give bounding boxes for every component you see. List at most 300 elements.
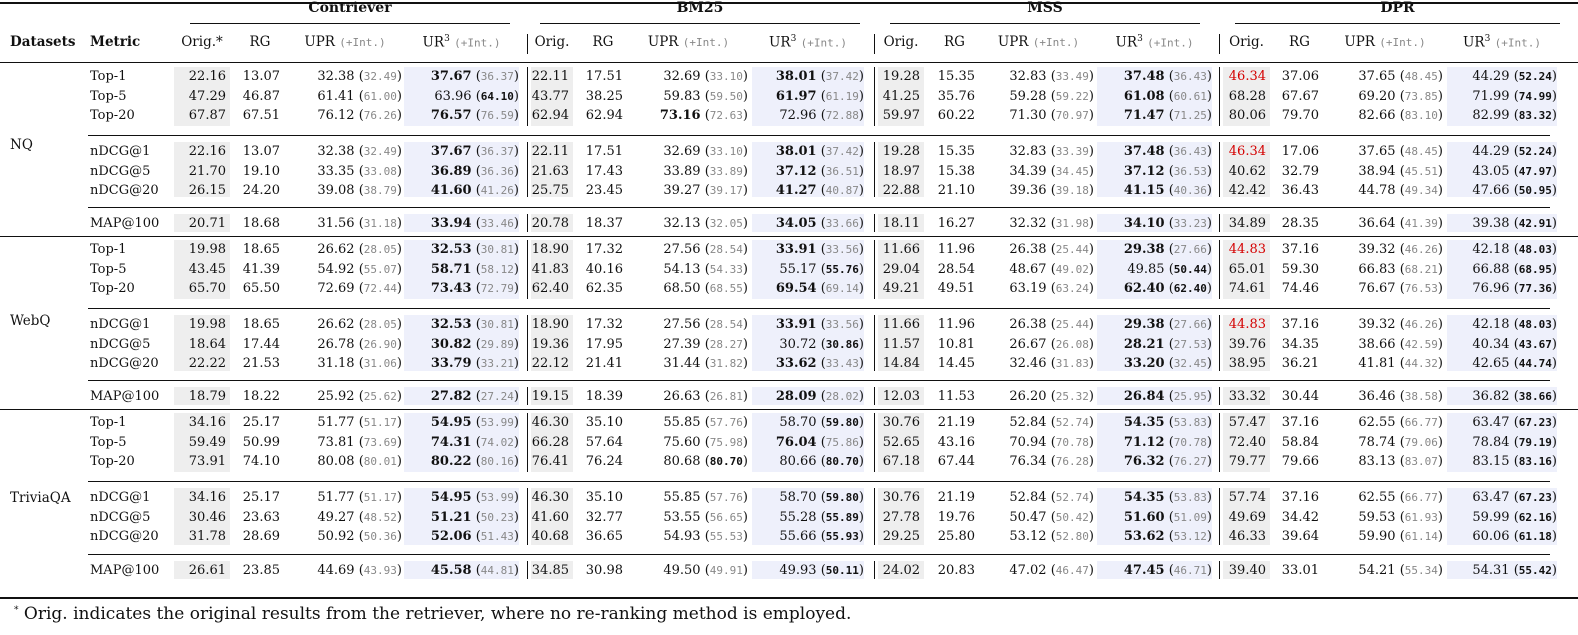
rg-number: 35.10 — [585, 415, 623, 430]
block-separator — [527, 387, 528, 405]
ur3-value: 63.47 (67.23) — [1472, 490, 1557, 505]
upr-number: 80.08 — [317, 454, 355, 470]
upr-number: 49.50 — [663, 563, 701, 578]
rg-value — [1276, 434, 1319, 452]
rg-number: 50.99 — [242, 434, 280, 450]
metric-label: Top-1 — [90, 415, 127, 430]
upr-value: 76.34 (76.28) — [1009, 454, 1094, 470]
orig-number: 44.83 — [1228, 317, 1266, 332]
upr-number: 71.30 — [1009, 108, 1047, 124]
ur3-value: 49.85 (50.44) — [1127, 261, 1212, 277]
ur3-number: 49.93 — [779, 563, 817, 578]
ur3-number: 80.66 — [779, 454, 817, 470]
upr-number: 52.84 — [1009, 490, 1047, 505]
ur3-number: 37.48 — [1123, 69, 1165, 84]
upr-number: 78.74 — [1358, 434, 1396, 450]
ur3-int-number: 52.24 — [1518, 145, 1552, 158]
block-separator — [1219, 67, 1220, 126]
ur3-int-number: 69.14 — [825, 282, 859, 296]
upr-value: 36.64 (41.39) — [1358, 216, 1443, 231]
ur3-int-number: 55.89 — [825, 510, 859, 524]
rg-value — [930, 107, 975, 125]
ur3-value: 29.38 (27.66) — [1123, 317, 1212, 332]
upr-value: 66.83 (68.21) — [1358, 261, 1443, 277]
group-rule — [88, 308, 1550, 309]
block-separator — [1219, 142, 1220, 197]
ur3-number: 80.22 — [430, 454, 472, 470]
orig-number: 19.28 — [882, 144, 920, 159]
ur3-number: 82.99 — [1472, 108, 1510, 124]
ur3-int-number: 83.32 — [1518, 109, 1552, 123]
upr-value: 52.84 (52.74) — [1009, 415, 1094, 430]
orig-value — [529, 215, 569, 233]
upr-int-number: 44.32 — [1404, 357, 1438, 371]
upr-int-number: 31.83 — [1055, 357, 1089, 371]
orig-value — [172, 316, 226, 334]
ur3-value: 63.96 (64.10) — [434, 88, 519, 104]
rg-number: 25.17 — [242, 415, 280, 430]
ur3-number: 45.58 — [430, 563, 472, 578]
orig-number: 46.33 — [1228, 529, 1266, 545]
ur3-number: 76.04 — [775, 434, 817, 450]
ur3-int-number: 38.66 — [1518, 390, 1552, 403]
upr-label: UPR — [1344, 34, 1375, 50]
orig-number: 79.77 — [1228, 454, 1266, 470]
metric-label: MAP@100 — [90, 563, 160, 578]
block-separator — [527, 67, 528, 126]
ur3-value: 58.70 (59.80) — [779, 490, 864, 505]
ur3-value: 58.70 (59.80) — [779, 415, 864, 430]
ur3-value: 27.82 (27.24) — [430, 389, 519, 404]
ur-superscript: 3 — [1137, 34, 1143, 44]
ur3-value: 38.01 (37.42) — [775, 69, 864, 84]
upr-number: 36.64 — [1358, 216, 1396, 231]
rg-value — [930, 241, 975, 259]
ur3-int-number: 72.88 — [825, 109, 859, 123]
ur3-value: 32.53 (30.81) — [430, 317, 519, 332]
rg-value — [236, 489, 280, 507]
upr-value: 39.08 (38.79) — [317, 183, 402, 199]
orig-value — [876, 528, 920, 546]
ur3-value: 29.38 (27.66) — [1123, 242, 1212, 257]
upr-int-number: 50.42 — [1055, 510, 1089, 524]
rg-number: 37.16 — [1281, 317, 1319, 332]
upr-int-number: 61.14 — [1404, 530, 1438, 544]
ur3-int-number: 29.89 — [480, 337, 514, 351]
upr-value: 59.28 (59.22) — [1009, 88, 1094, 104]
upr-int-number: 70.78 — [1055, 435, 1089, 449]
rg-value — [930, 336, 975, 354]
rg-value — [579, 528, 623, 546]
rg-number: 41.39 — [242, 261, 280, 277]
rg-number: 18.65 — [242, 317, 280, 332]
rg-number: 36.43 — [1281, 183, 1319, 199]
upr-value: 72.69 (72.44) — [317, 281, 402, 297]
ur3-value: 33.91 (33.56) — [775, 242, 864, 257]
orig-number: 18.90 — [531, 242, 569, 257]
upr-value: 73.16 (72.63) — [659, 108, 748, 124]
ur3-value: 62.40 (62.40) — [1123, 281, 1212, 297]
upr-number: 75.60 — [663, 434, 701, 450]
upr-int-number: 25.44 — [1055, 243, 1089, 256]
col-ur3-2 — [1097, 34, 1212, 51]
ur3-value: 33.79 (33.21) — [430, 356, 519, 372]
upr-int-number: 46.26 — [1404, 243, 1438, 256]
rg-number: 17.32 — [585, 317, 623, 332]
rg-value — [579, 215, 623, 233]
upr-int-number: 61.00 — [363, 89, 397, 103]
col-orig-3: Orig. — [1229, 34, 1264, 50]
orig-value — [529, 414, 569, 432]
upr-number: 72.69 — [317, 281, 355, 297]
upr-int-number: 80.01 — [363, 455, 397, 469]
ur3-value: 37.12 (36.53) — [1123, 163, 1212, 179]
ur3-value: 71.47 (71.25) — [1123, 108, 1212, 124]
orig-number: 11.66 — [882, 317, 920, 332]
ur3-value: 30.82 (29.89) — [430, 336, 519, 352]
ur3-value: 83.15 (83.16) — [1472, 454, 1557, 470]
rg-value — [930, 143, 975, 161]
rg-number: 25.80 — [937, 529, 975, 545]
rg-number: 57.64 — [585, 434, 623, 450]
upr-value: 71.30 (70.97) — [1009, 108, 1094, 124]
ur3-int-number: 68.95 — [1518, 262, 1552, 276]
ur3-int-number: 28.02 — [825, 390, 859, 403]
rg-value — [236, 388, 280, 406]
metric-label: Top-20 — [90, 281, 135, 297]
orig-value — [1221, 88, 1266, 106]
ur3-number: 71.47 — [1123, 108, 1165, 124]
retriever-name-1: BM25 — [676, 0, 724, 16]
rg-number: 11.96 — [937, 242, 975, 257]
upr-int-number: 72.63 — [709, 109, 743, 123]
upr-number: 68.50 — [663, 281, 701, 297]
col-datasets: Datasets — [10, 34, 76, 50]
upr-int-number: 28.05 — [363, 243, 397, 256]
rg-value — [1276, 528, 1319, 546]
orig-number: 19.98 — [188, 242, 226, 257]
ur3-value: 71.12 (70.78) — [1123, 434, 1212, 450]
upr-number: 26.62 — [317, 242, 355, 257]
dataset-name: NQ — [10, 137, 33, 153]
rg-number: 25.17 — [242, 490, 280, 505]
upr-int-number: 26.81 — [709, 390, 743, 403]
rg-value — [236, 316, 280, 334]
rg-value — [579, 562, 623, 580]
ur-label: UR — [769, 34, 791, 51]
upr-int-number: 66.77 — [1404, 416, 1438, 429]
ur-superscript: 3 — [790, 34, 797, 44]
int-label: (+Int.) — [1494, 36, 1541, 50]
ur3-value: 42.18 (48.03) — [1472, 242, 1557, 257]
rg-value — [1276, 509, 1319, 527]
ur3-value: 55.66 (55.93) — [779, 529, 864, 545]
upr-value: 59.90 (61.14) — [1358, 529, 1443, 545]
upr-value: 54.21 (55.34) — [1358, 563, 1443, 578]
ur3-int-number: 53.83 — [1173, 416, 1207, 429]
upr-int-number: 73.85 — [1404, 89, 1438, 103]
upr-value: 76.12 (76.26) — [317, 108, 402, 124]
rg-number: 76.24 — [585, 454, 623, 470]
upr-int-number: 25.32 — [1055, 390, 1089, 403]
rg-value — [236, 528, 280, 546]
ur3-int-number: 61.18 — [1518, 530, 1552, 544]
upr-value: 53.12 (52.80) — [1009, 529, 1094, 545]
rg-value — [579, 261, 623, 279]
ur3-int-number: 80.70 — [825, 455, 859, 469]
upr-number: 27.56 — [663, 317, 701, 332]
orig-value — [529, 143, 569, 161]
block-separator — [1219, 488, 1220, 545]
upr-number: 54.13 — [663, 261, 701, 277]
orig-value — [172, 414, 226, 432]
ur3-value: 42.65 (44.74) — [1472, 356, 1557, 372]
ur-superscript: 3 — [444, 34, 450, 44]
upr-value: 62.55 (66.77) — [1358, 490, 1443, 505]
upr-int-number: 52.74 — [1055, 491, 1089, 504]
upr-int-number: 38.58 — [1404, 390, 1438, 403]
rg-value — [1276, 280, 1319, 298]
ur3-int-number: 67.23 — [1518, 416, 1552, 429]
header-separator — [1219, 34, 1220, 54]
ur3-value: 39.38 (42.91) — [1472, 216, 1557, 231]
rg-number: 11.96 — [937, 317, 975, 332]
orig-number: 21.63 — [531, 163, 569, 179]
orig-value — [1221, 509, 1266, 527]
upr-int-number: 57.76 — [709, 491, 743, 504]
orig-value — [172, 88, 226, 106]
orig-number: 19.28 — [882, 69, 920, 84]
upr-value: 32.83 (33.49) — [1009, 69, 1094, 84]
orig-value — [876, 88, 920, 106]
orig-number: 43.45 — [188, 261, 226, 277]
upr-int-number: 32.05 — [709, 217, 743, 230]
upr-int-number: 43.93 — [363, 564, 397, 577]
upr-number: 44.69 — [317, 563, 355, 578]
upr-value: 80.68 (80.70) — [663, 454, 748, 470]
ur3-value: 80.66 (80.70) — [779, 454, 864, 470]
rg-number: 17.51 — [585, 69, 623, 84]
upr-number: 69.20 — [1358, 88, 1396, 104]
orig-value — [876, 414, 920, 432]
ur3-number: 37.12 — [775, 163, 817, 179]
rg-number: 62.94 — [585, 108, 623, 124]
orig-number: 34.16 — [188, 415, 226, 430]
rg-number: 19.76 — [937, 509, 975, 525]
retriever-underline-3 — [1235, 23, 1560, 24]
rg-number: 24.20 — [242, 183, 280, 199]
rg-number: 15.35 — [937, 144, 975, 159]
block-separator — [1219, 240, 1220, 299]
upr-value: 61.41 (61.00) — [317, 88, 402, 104]
rg-value — [1276, 316, 1319, 334]
orig-number: 72.40 — [1228, 434, 1266, 450]
upr-value: 26.38 (25.44) — [1009, 242, 1094, 257]
orig-value — [1221, 261, 1266, 279]
ur3-int-number: 53.99 — [480, 416, 514, 429]
orig-number: 31.78 — [188, 529, 226, 545]
ur3-number: 33.94 — [430, 216, 472, 231]
upr-label: UPR — [997, 34, 1029, 50]
ur3-int-number: 40.87 — [825, 184, 859, 198]
rg-value — [579, 143, 623, 161]
upr-number: 59.28 — [1009, 88, 1047, 104]
block-separator — [1219, 561, 1220, 579]
upr-int-number: 33.10 — [709, 145, 743, 158]
metric-label: Top-20 — [90, 108, 135, 124]
upr-number: 39.27 — [663, 183, 701, 199]
ur3-number: 66.88 — [1472, 261, 1510, 277]
rg-value — [236, 88, 280, 106]
rg-value — [579, 336, 623, 354]
upr-number: 54.21 — [1358, 563, 1396, 578]
upr-value: 59.83 (59.50) — [663, 88, 748, 104]
ur3-number: 36.89 — [430, 163, 472, 179]
upr-value: 26.63 (26.81) — [663, 389, 748, 404]
block-separator — [874, 315, 875, 371]
rg-number: 67.51 — [242, 108, 280, 124]
rg-number: 13.07 — [242, 69, 280, 84]
ur3-value: 33.20 (32.45) — [1123, 356, 1212, 372]
upr-value: 50.92 (50.36) — [317, 529, 402, 545]
upr-number: 32.69 — [663, 69, 701, 84]
upr-int-number: 46.47 — [1055, 564, 1089, 577]
group-rule — [88, 481, 1550, 482]
rg-number: 79.66 — [1281, 454, 1319, 470]
ur3-value: 82.99 (83.32) — [1472, 108, 1557, 124]
orig-value — [172, 182, 226, 200]
orig-number: 34.85 — [531, 563, 569, 578]
ur3-int-number: 55.76 — [825, 262, 859, 276]
ur3-int-number: 76.27 — [1173, 455, 1207, 469]
orig-value — [172, 562, 226, 580]
orig-value — [529, 163, 569, 181]
orig-value — [529, 336, 569, 354]
rg-value — [930, 215, 975, 233]
ur3-number: 71.12 — [1123, 434, 1165, 450]
orig-value — [1221, 434, 1266, 452]
upr-number: 32.83 — [1009, 69, 1047, 84]
upr-int-number: 33.89 — [709, 164, 743, 178]
ur3-int-number: 46.71 — [1173, 564, 1207, 577]
orig-number: 22.11 — [531, 69, 569, 84]
orig-number: 18.11 — [882, 216, 920, 231]
rg-number: 32.79 — [1281, 163, 1319, 179]
rg-value — [930, 453, 975, 471]
upr-int-number: 33.08 — [363, 164, 397, 178]
upr-value: 31.56 (31.18) — [317, 216, 402, 231]
upr-int-number: 56.65 — [709, 510, 743, 524]
ur3-number: 78.84 — [1472, 434, 1510, 450]
upr-int-number: 34.45 — [1055, 164, 1089, 178]
ur3-value: 49.93 (50.11) — [779, 563, 864, 578]
ur3-int-number: 44.74 — [1518, 357, 1552, 371]
ur3-int-number: 53.99 — [480, 491, 514, 504]
ur3-value: 73.43 (72.79) — [430, 281, 519, 297]
ur3-value: 55.28 (55.89) — [779, 509, 864, 525]
rg-value — [930, 509, 975, 527]
rg-value — [236, 453, 280, 471]
upr-value: 50.47 (50.42) — [1009, 509, 1094, 525]
ur3-value: 36.89 (36.36) — [430, 163, 519, 179]
orig-value — [172, 261, 226, 279]
ur3-value: 76.04 (75.86) — [775, 434, 864, 450]
upr-number: 37.65 — [1358, 69, 1396, 84]
orig-value — [172, 336, 226, 354]
upr-number: 26.78 — [317, 336, 355, 352]
upr-int-number: 57.76 — [709, 416, 743, 429]
col-upr-3 — [1327, 34, 1443, 50]
orig-number: 29.25 — [882, 529, 920, 545]
upr-int-number: 83.10 — [1404, 109, 1438, 123]
ur3-number: 33.62 — [775, 356, 817, 372]
upr-number: 50.47 — [1009, 509, 1047, 525]
upr-int-number: 38.79 — [363, 184, 397, 198]
upr-value: 32.13 (32.05) — [663, 216, 748, 231]
orig-value — [876, 280, 920, 298]
ur3-value: 37.48 (36.43) — [1123, 69, 1212, 84]
ur3-value: 41.60 (41.26) — [430, 183, 519, 199]
footnote — [14, 604, 851, 624]
orig-value — [529, 489, 569, 507]
ur3-number: 54.35 — [1123, 415, 1165, 430]
upr-int-number: 66.77 — [1404, 491, 1438, 504]
orig-value — [876, 261, 920, 279]
ur3-number: 27.82 — [430, 389, 472, 404]
block-separator — [874, 67, 875, 126]
rg-number: 17.44 — [242, 336, 280, 352]
metric-label: nDCG@20 — [90, 183, 159, 199]
rg-number: 28.69 — [242, 529, 280, 545]
upr-number: 76.67 — [1358, 281, 1396, 297]
ur3-number: 54.95 — [430, 415, 472, 430]
orig-number: 66.28 — [531, 434, 569, 450]
upr-number: 66.83 — [1358, 261, 1396, 277]
upr-value: 75.60 (75.98) — [663, 434, 748, 450]
upr-int-number: 49.34 — [1404, 184, 1438, 198]
orig-number: 22.11 — [531, 144, 569, 159]
rg-number: 21.53 — [242, 356, 280, 372]
upr-value: 33.35 (33.08) — [317, 163, 402, 179]
rg-value — [1276, 107, 1319, 125]
orig-value — [876, 434, 920, 452]
ur3-value: 51.60 (51.09) — [1123, 509, 1212, 525]
orig-number: 68.28 — [1228, 88, 1266, 104]
rg-number: 37.16 — [1281, 490, 1319, 505]
orig-number: 20.78 — [531, 216, 569, 231]
orig-number: 46.30 — [531, 490, 569, 505]
header-rule — [0, 62, 1578, 63]
ur3-value: 33.91 (33.56) — [775, 317, 864, 332]
upr-int-number: 39.18 — [1055, 184, 1089, 198]
upr-value: 37.65 (48.45) — [1358, 144, 1443, 159]
rg-number: 79.70 — [1281, 108, 1319, 124]
upr-value: 62.55 (66.77) — [1358, 415, 1443, 430]
rg-number: 36.65 — [585, 529, 623, 545]
upr-int-number: 45.51 — [1404, 164, 1438, 178]
ur3-int-number: 76.59 — [480, 109, 514, 123]
upr-value: 33.89 (33.89) — [663, 163, 748, 179]
upr-number: 53.55 — [663, 509, 701, 525]
ur3-number: 40.34 — [1472, 336, 1510, 352]
orig-value — [529, 241, 569, 259]
upr-int-number: 51.17 — [363, 416, 397, 429]
upr-int-number: 76.28 — [1055, 455, 1089, 469]
orig-value — [876, 509, 920, 527]
upr-value: 26.20 (25.32) — [1009, 389, 1094, 404]
rg-number: 34.35 — [1281, 336, 1319, 352]
upr-number: 26.63 — [663, 389, 701, 404]
